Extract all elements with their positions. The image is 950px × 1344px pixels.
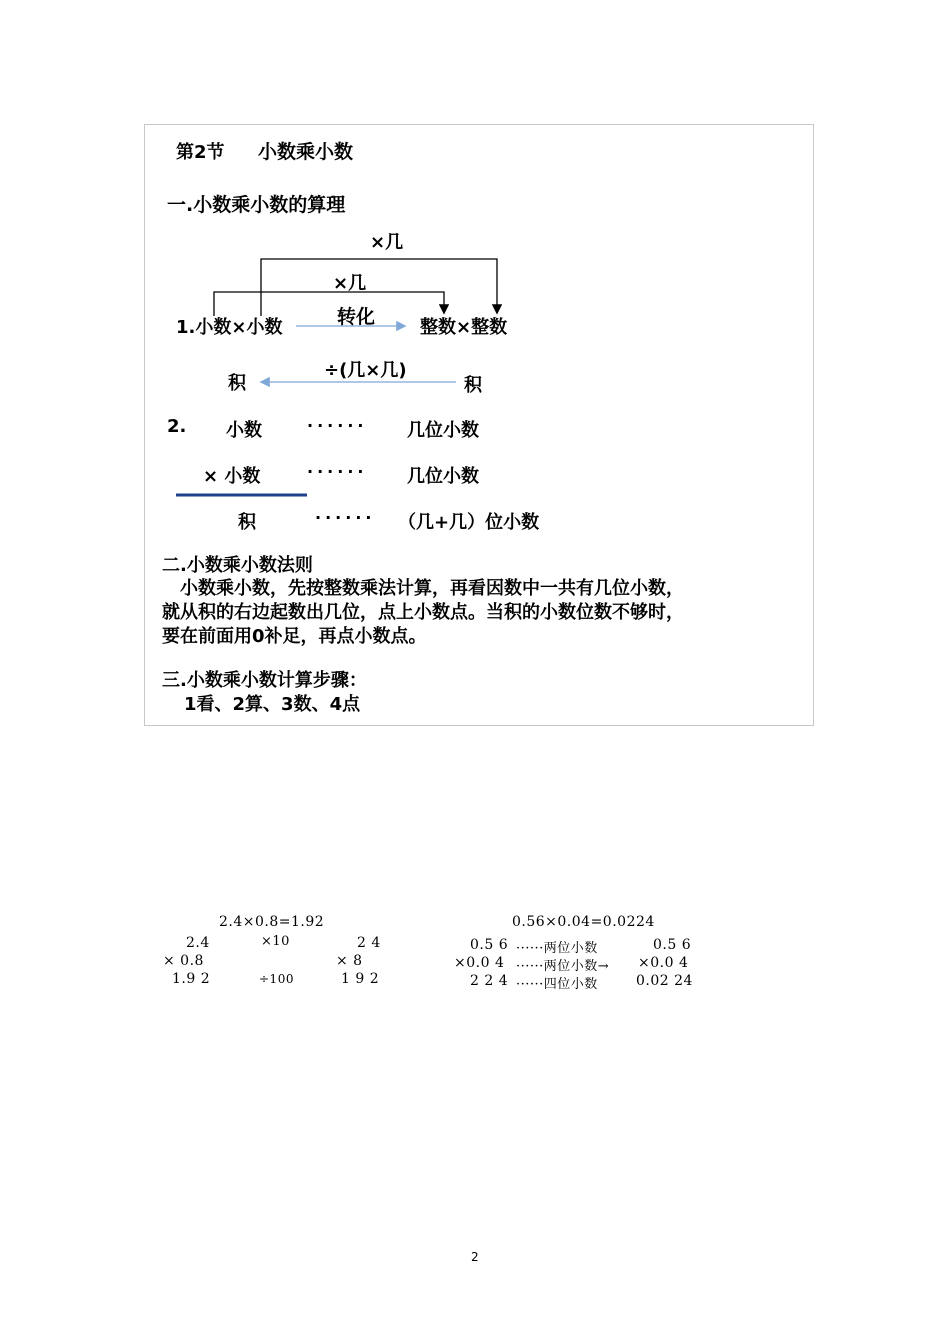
row3-left: 积: [238, 512, 256, 533]
row1-left: 小数: [226, 420, 262, 441]
rule-line-1: 小数乘小数，先按整数乘法计算，再看因数中一共有几位小数，: [180, 578, 684, 599]
row1-right: 几位小数: [407, 420, 479, 441]
rule-line-3: 要在前面用0补足，再点小数点。: [162, 626, 427, 647]
inner-multiplier-label: ×几: [333, 273, 367, 294]
example2-note-1: ······两位小数: [516, 941, 598, 956]
heading-2: 二.小数乘小数法则: [162, 555, 313, 576]
example2-shifted-product: 0.02 24: [636, 973, 693, 989]
example1-int-factor-1: 2 4: [357, 935, 381, 951]
example1-int-factor-2: × 8: [336, 953, 363, 969]
rule-line-2: 就从积的右边起数出几位，点上小数点。当积的小数位数不够时，: [162, 602, 684, 623]
example1-divide-hundred: ÷100: [259, 972, 294, 986]
steps-text: 1看、2算、3数、4点: [184, 694, 361, 715]
decimal-product-expression: 1.小数×小数: [176, 317, 283, 338]
example2-shifted-factor-1: 0.5 6: [653, 937, 692, 953]
row3-dots: ······: [315, 508, 376, 527]
integer-product-expression: 整数×整数: [420, 317, 508, 338]
row2-left: × 小数: [203, 466, 261, 487]
convert-label: 转化: [337, 306, 376, 328]
example2-product: 2 2 4: [470, 973, 509, 989]
section-label: 第2节: [176, 142, 225, 163]
outer-bracket-line: [261, 259, 497, 316]
row3-right: （几+几）位小数: [398, 512, 540, 533]
heading-1: 一.小数乘小数的算理: [167, 194, 346, 216]
outer-multiplier-label: ×几: [370, 232, 404, 253]
example1-times-ten: ×10: [261, 934, 290, 949]
example1-equation: 2.4×0.8=1.92: [219, 914, 325, 930]
example1-product: 1.9 2: [172, 971, 211, 987]
table-number: 2.: [167, 416, 187, 437]
example2-shifted-factor-2: ×0.0 4: [638, 955, 689, 971]
example2-note-2: ······两位小数→: [516, 959, 610, 974]
product-right-label: 积: [464, 375, 482, 396]
row2-right: 几位小数: [407, 466, 479, 487]
product-left-label: 积: [228, 373, 246, 394]
example2-equation: 0.56×0.04=0.0224: [512, 914, 655, 930]
row1-dots: ······: [307, 416, 368, 435]
slide-title: 小数乘小数: [258, 141, 354, 163]
example2-factor-1: 0.5 6: [470, 937, 509, 953]
example1-int-product: 1 9 2: [341, 971, 380, 987]
row2-dots: ······: [307, 462, 368, 481]
example1-factor-1: 2.4: [186, 935, 210, 951]
page-number: 2: [471, 1250, 479, 1264]
divide-label: ÷(几×几): [324, 360, 407, 381]
example1-factor-2: × 0.8: [163, 953, 204, 969]
example2-factor-2: ×0.0 4: [454, 955, 505, 971]
heading-3: 三.小数乘小数计算步骤：: [162, 670, 367, 691]
example2-note-3: ······四位小数: [516, 977, 598, 992]
